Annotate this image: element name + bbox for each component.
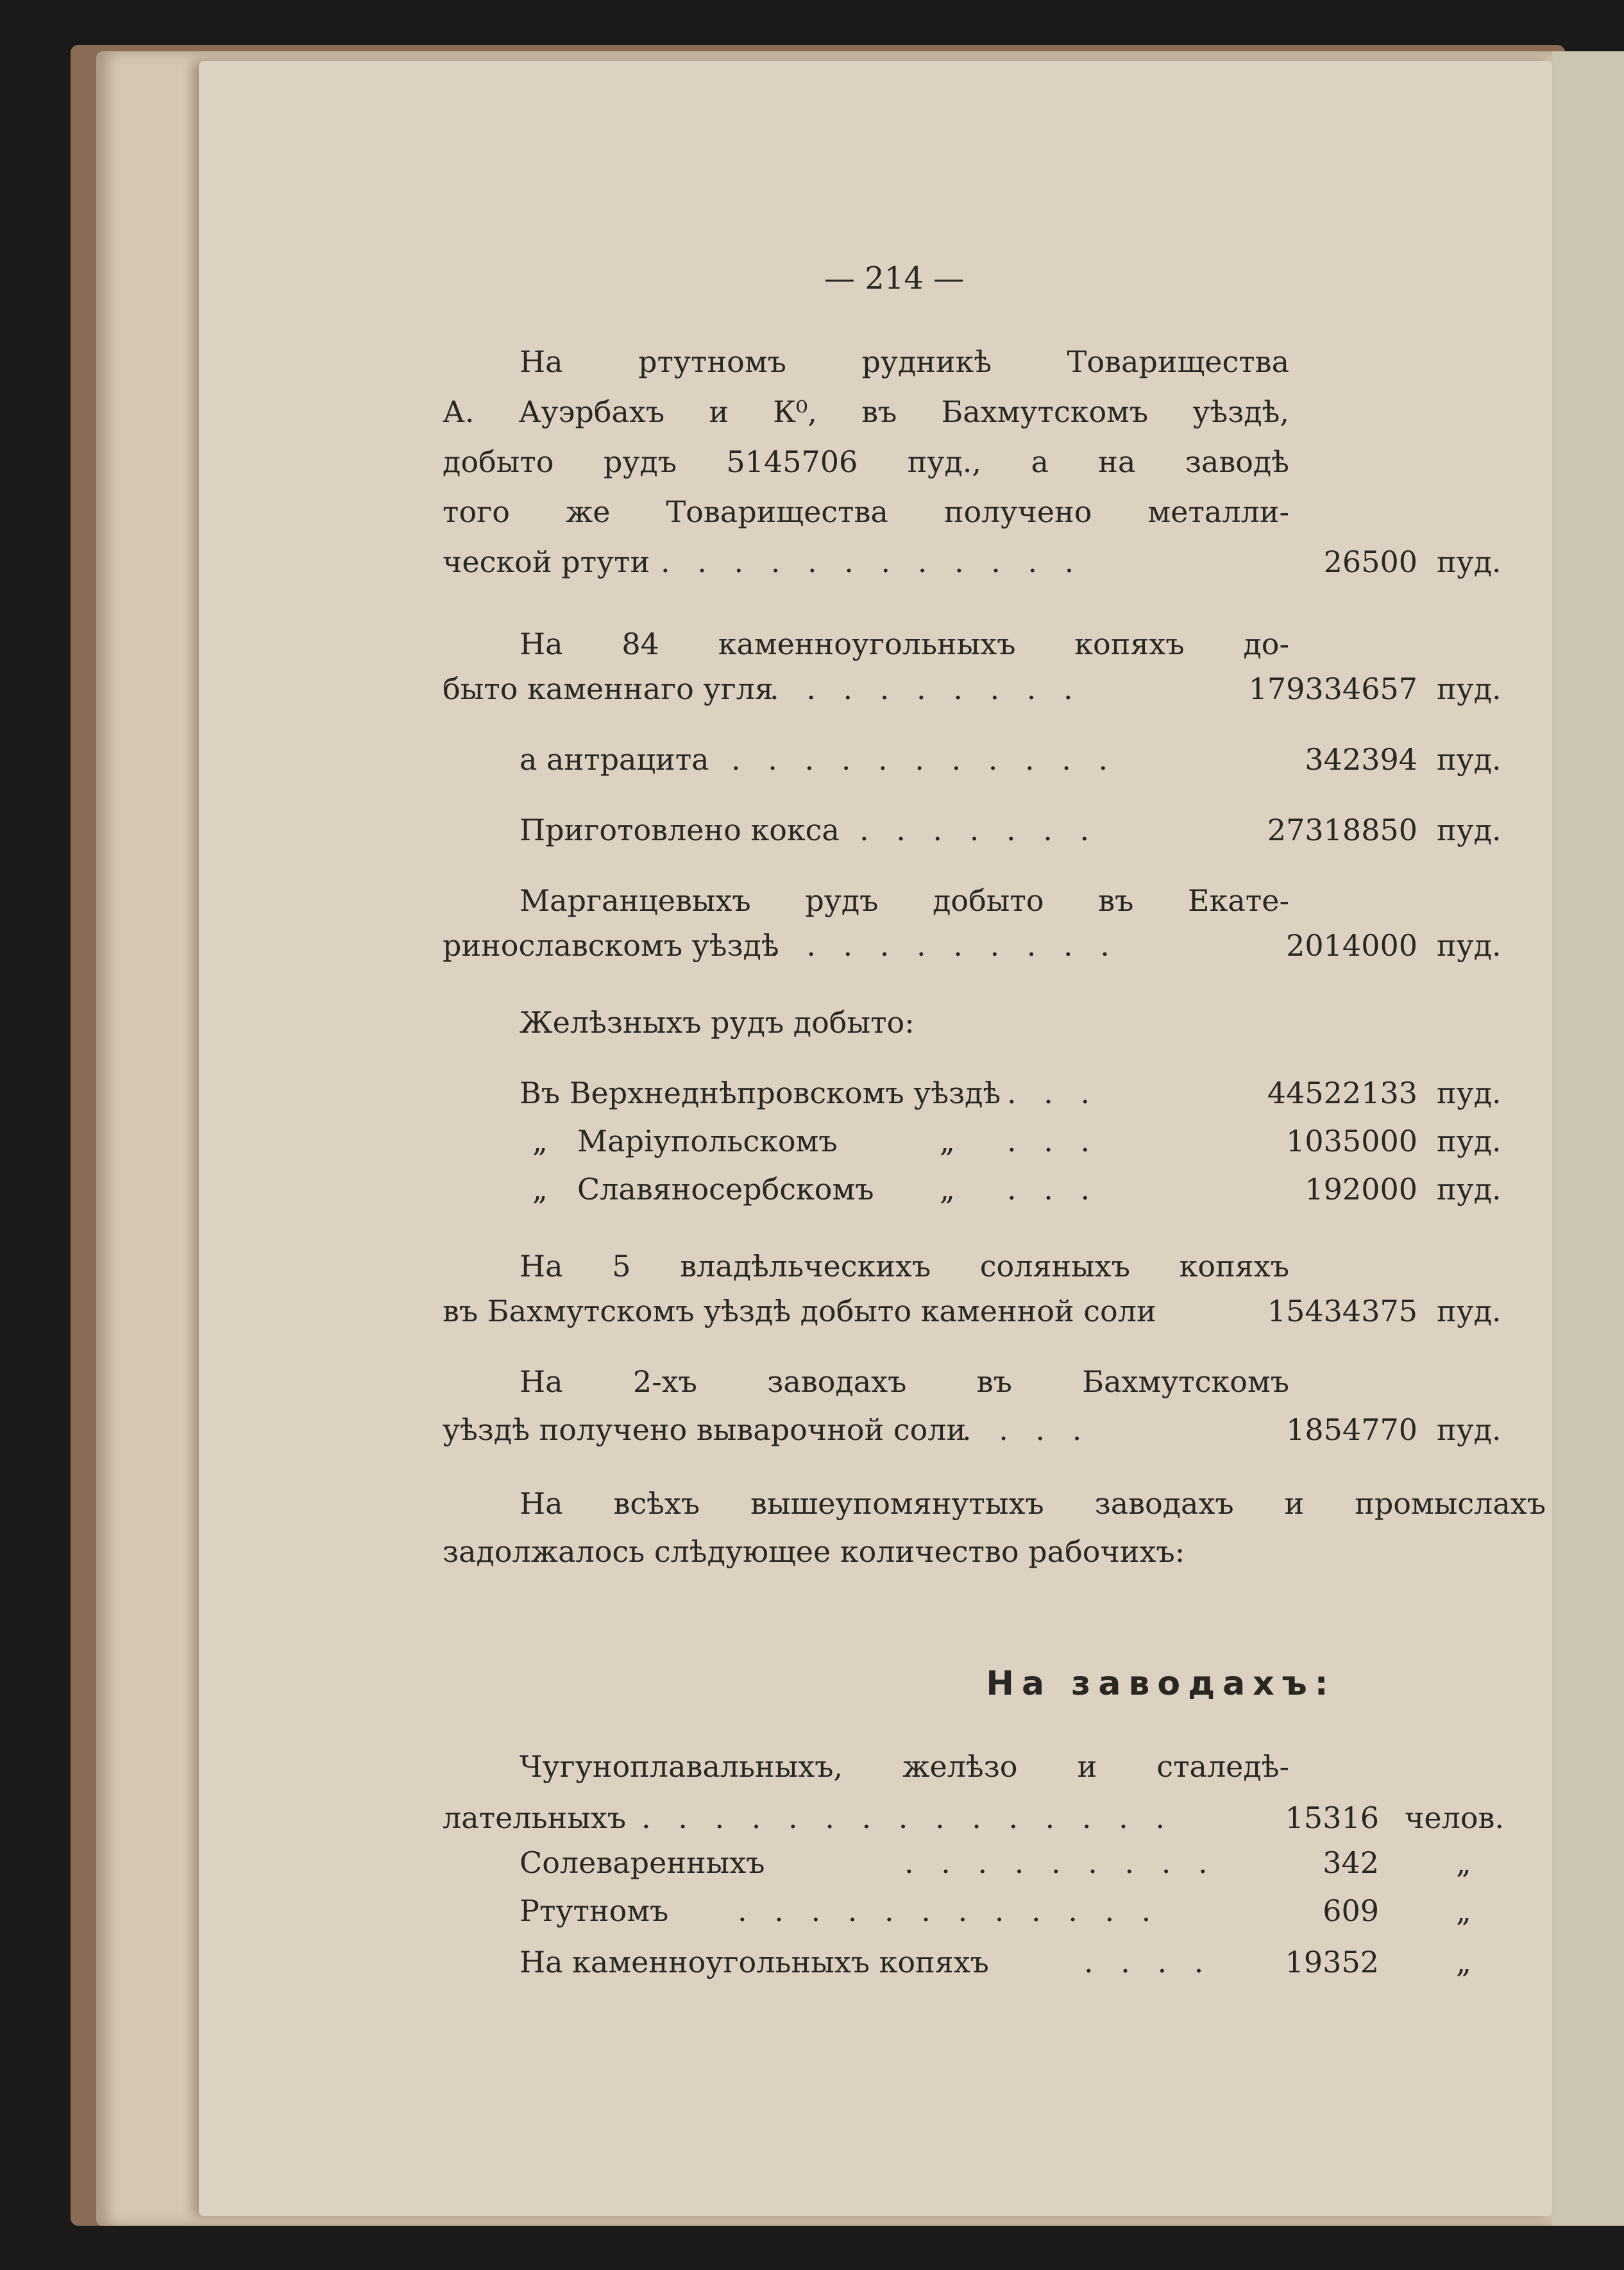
- para2-line-1: На 84 каменноугольныхъ копяхъ до-: [520, 627, 1289, 661]
- para9-line-1: На всѣхъ вышеупомянутыхъ заводахъ и промыслахъ: [520, 1486, 1546, 1521]
- para1-unit: пуд.: [1437, 545, 1501, 579]
- iron-row-2-value: 1035000: [1286, 1124, 1417, 1158]
- leader-dots: . . . . . . . . . . . . . . .: [641, 1800, 1174, 1835]
- workers-row-2-unit: „: [1456, 1845, 1471, 1880]
- book-page: [199, 61, 1552, 2216]
- leader-dots: . . . . . . .: [859, 813, 1099, 847]
- para7-line-1: На 5 владѣльческихъ соляныхъ копяхъ: [520, 1249, 1289, 1283]
- para1-line-5: ческой ртути: [443, 545, 650, 579]
- facing-page-edge: [1552, 51, 1624, 2226]
- workers-row-1-value: 15316: [1285, 1800, 1379, 1835]
- para2-line-2: быто каменнаго угля: [443, 672, 774, 706]
- para8-unit: пуд.: [1437, 1412, 1501, 1447]
- leader-dots: . . . .: [962, 1412, 1091, 1447]
- para7-value: 15434375: [1267, 1294, 1417, 1328]
- leader-dots: . . . . . . . . .: [770, 672, 1082, 706]
- para7-unit: пуд.: [1437, 1294, 1501, 1328]
- antracite-label: а антрацита: [520, 742, 709, 777]
- leader-dots: . . . . . . . . . . . .: [661, 545, 1083, 579]
- para5-unit: пуд.: [1437, 928, 1501, 963]
- workers-row-4-unit: „: [1456, 1945, 1471, 1979]
- workers-row-1-label: лательныхъ: [443, 1800, 627, 1835]
- para1-line-3: добыто рудъ 5145706 пуд., а на заводѣ: [443, 445, 1289, 479]
- leader-dots: . . .: [1007, 1076, 1099, 1110]
- workers-row-2-value: 342: [1323, 1845, 1379, 1880]
- iron-row-3-unit: пуд.: [1437, 1172, 1501, 1207]
- workers-row-4-label: На каменноугольныхъ копяхъ: [520, 1945, 989, 1979]
- leader-dots: . . . . . . . . . .: [770, 928, 1119, 963]
- ditto-mark: „: [532, 1124, 548, 1158]
- leader-dots: . . .: [1007, 1124, 1099, 1158]
- ditto-mark: „: [940, 1172, 955, 1207]
- iron-row-3-value: 192000: [1305, 1172, 1417, 1207]
- workers-row-4-value: 19352: [1285, 1945, 1379, 1979]
- para4-value: 27318850: [1267, 813, 1417, 847]
- para5-line-1: Марганцевыхъ рудъ добыто въ Екате-: [520, 883, 1289, 918]
- para8-value: 1854770: [1286, 1412, 1417, 1447]
- para1-value: 26500: [1323, 545, 1417, 579]
- iron-row-1-value: 44522133: [1267, 1076, 1417, 1110]
- para5-value: 2014000: [1286, 928, 1417, 963]
- para4-unit: пуд.: [1437, 813, 1501, 847]
- para7-line-2: въ Бахмутскомъ уѣздѣ добыто каменной соли: [443, 1294, 1156, 1328]
- workers-row-3-value: 609: [1323, 1893, 1379, 1928]
- para9-line-2: задолжалось слѣдующее количество рабочихъ:: [443, 1534, 1185, 1569]
- para8-line-2: уѣздѣ получено выварочной соли: [443, 1412, 967, 1447]
- page-number: — 214 —: [824, 260, 965, 296]
- workers-first-line: Чугуноплавальныхъ, желѣзо и сталедѣ-: [520, 1749, 1289, 1784]
- para1-line-1: На ртутномъ рудникѣ Товарищества: [520, 344, 1289, 379]
- leader-dots: . . . . . . . . .: [904, 1845, 1217, 1880]
- para1-line-2: А. Ауэрбахъ и К⁰, въ Бахмутскомъ уѣздѣ,: [443, 394, 1289, 429]
- leader-dots: . . . .: [1084, 1945, 1213, 1979]
- iron-row-1-label: Въ Верхнеднѣпровскомъ уѣздѣ: [520, 1076, 1001, 1110]
- para2-value: 179334657: [1248, 672, 1417, 706]
- coke-label: Приготовлено кокса: [520, 813, 840, 847]
- workers-row-3-unit: „: [1456, 1893, 1471, 1928]
- para3-unit: пуд.: [1437, 742, 1501, 777]
- para1-line-4: того же Товарищества получено металли-: [443, 495, 1289, 529]
- iron-row-2-unit: пуд.: [1437, 1124, 1501, 1158]
- workers-row-1-unit: челов.: [1405, 1800, 1505, 1835]
- para2-unit: пуд.: [1437, 672, 1501, 706]
- iron-row-3-label: Славяносербскомъ: [577, 1172, 874, 1207]
- iron-row-1-unit: пуд.: [1437, 1076, 1501, 1110]
- iron-row-2-label: Маріупольскомъ: [577, 1124, 838, 1158]
- workers-row-3-label: Ртутномъ: [520, 1893, 669, 1928]
- para3-value: 342394: [1305, 742, 1417, 777]
- leader-dots: . . . . . . . . . . . .: [738, 1893, 1160, 1928]
- leader-dots: . . . . . . . . . . .: [731, 742, 1117, 777]
- ditto-mark: „: [532, 1172, 548, 1207]
- iron-ore-title: Желѣзныхъ рудъ добыто:: [520, 1005, 915, 1040]
- para8-line-1: На 2-хъ заводахъ въ Бахмутскомъ: [520, 1364, 1289, 1399]
- workers-row-2-label: Солеваренныхъ: [520, 1845, 765, 1880]
- leader-dots: . . .: [1007, 1172, 1099, 1207]
- para5-line-2: ринославскомъ уѣздѣ: [443, 928, 779, 963]
- section-heading: На заводахъ:: [986, 1664, 1336, 1703]
- ditto-mark: „: [940, 1124, 955, 1158]
